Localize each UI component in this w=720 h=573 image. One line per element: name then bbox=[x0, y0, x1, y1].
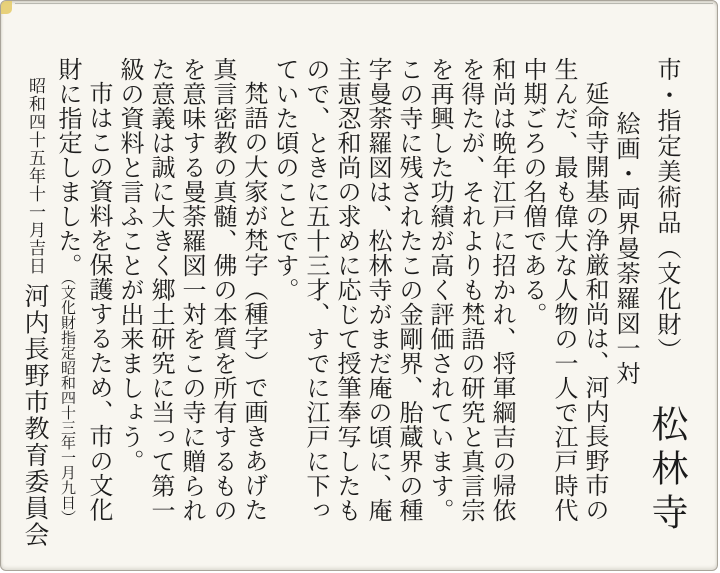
temple-name: 松林寺 bbox=[646, 405, 687, 537]
designation-statement: 市はこの資料を保護するため、市の文化財に指定しました。 bbox=[54, 57, 112, 522]
board-of-education-name: 河内長野市教育委員会 bbox=[21, 283, 49, 548]
body-paragraph-5 bbox=[52, 57, 114, 529]
body-paragraph-4: 梵語の大家が梵字（種字）で画きあげた真言密教の真髄、佛の本質を所有するものを意味する曼荼羅図一対をこの寺に贈られた意義は誠に大きく郷土研究に当って第一級の資料と言ふことが出来ましょう。 bbox=[116, 57, 267, 523]
body-paragraph-2: 和尚は晩年江戸に招かれ、将軍綱吉の帰依を得たが、それよりも梵語の研究と真言宗を再興した功績が高く評価されています。 bbox=[426, 57, 515, 523]
vertical-text-area bbox=[0, 1, 717, 549]
sign-date: 昭和四十五年十一月吉日 bbox=[26, 77, 45, 275]
body-paragraph-1: 延命寺開基の浄厳和尚は、河内長野市の生んだ、最も偉大な人物の一人で江戸時代中期ごろの名僧である。 bbox=[519, 57, 608, 523]
colophon-column bbox=[18, 77, 52, 548]
designation-date-note: （文化財指定昭和四十三年一月九日） bbox=[59, 277, 76, 525]
designation-title: 市・指定美術品（文化財） bbox=[653, 57, 680, 363]
artwork-subtitle: 絵画・両界曼荼羅図一対 bbox=[612, 111, 639, 386]
title-column bbox=[641, 57, 691, 537]
body-paragraph-3: この寺に残されたこの金剛界、胎蔵界の種字曼荼羅図は、松林寺がまだ庵の頃に、庵主恵忍和尚の求めに応じて授筆奉写したもので、ときに五十三才、すでに江戸に下っていた頃のことです。 bbox=[271, 57, 422, 523]
